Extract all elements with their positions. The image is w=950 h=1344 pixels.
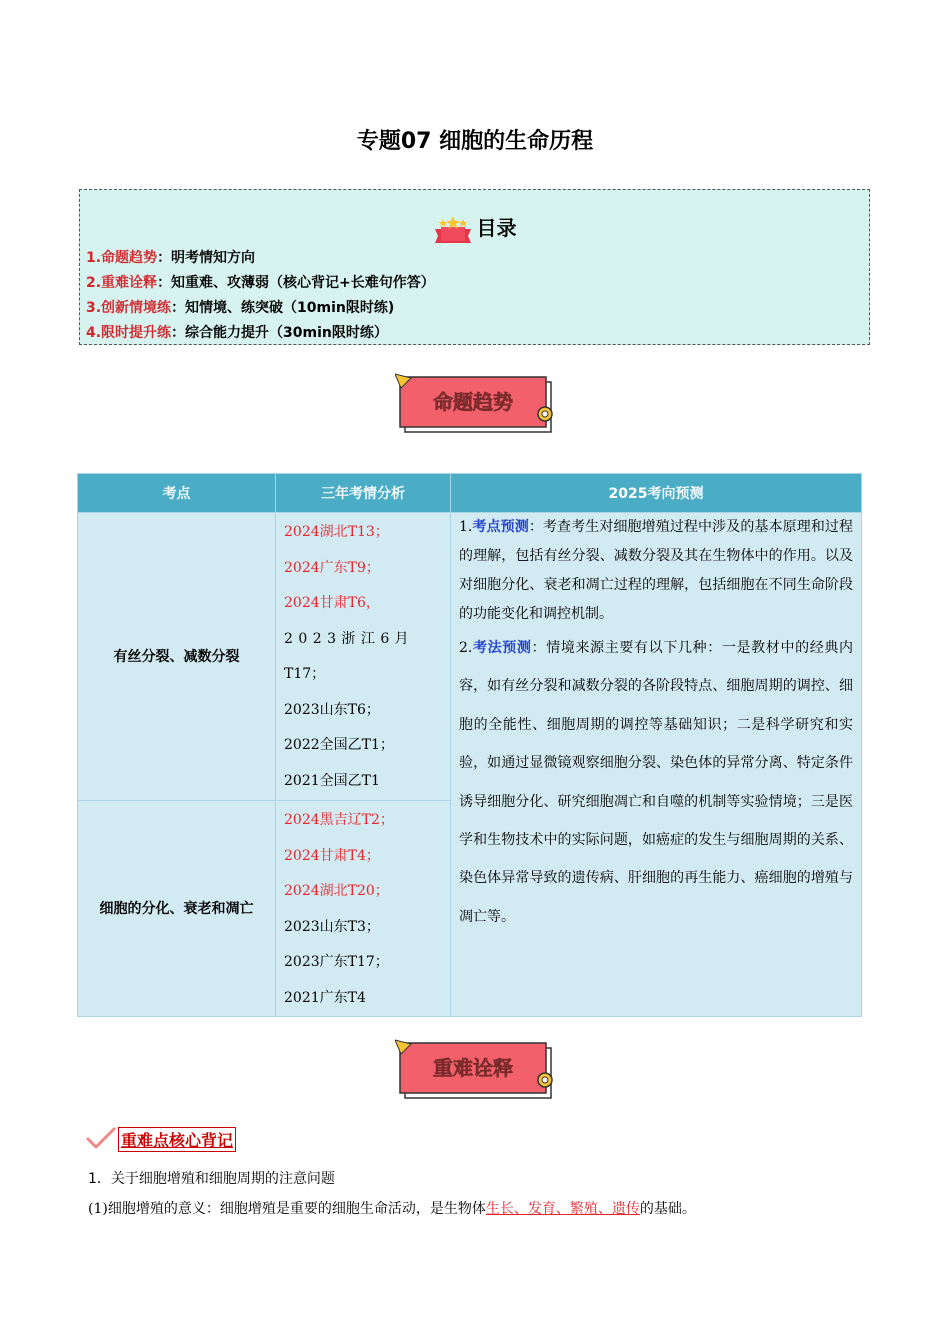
exam-item: 2023山东T3； bbox=[284, 918, 380, 935]
section-paragraph: 1．关于细胞增殖和细胞周期的注意问题 bbox=[88, 1171, 335, 1187]
prediction-method: 2.考法预测：情境来源主要有以下几种：一是教材中的经典内容，如有丝分裂和减数分裂的各阶段特点、细胞周期的调控、细胞的全能性、细胞周期的调控等基础知识；二是科学研究和实验，如通过显微镜观察细胞分裂、染色体的异常分离、特定条件诱导细胞分化、研究细胞凋亡和自噬的机制等实验情境；三是医学和生物技术中的实际问题，如癌症的发生与细胞周期的关系、染色体异常导致的遗传病、肝细胞的再生能力、癌细胞的增殖与凋亡等。 bbox=[459, 640, 854, 925]
exam-analysis-table bbox=[77, 473, 862, 1017]
exam-item: 2024黑吉辽T2； bbox=[284, 812, 394, 828]
exam-item: 2021全国乙T1 bbox=[284, 772, 380, 789]
exam-item: 2024湖北T13； bbox=[284, 524, 389, 540]
exam-item: 2024甘肃T4； bbox=[284, 847, 380, 864]
exam-item: 2024甘肃T6， bbox=[284, 595, 380, 611]
topic-cell: 有丝分裂、减数分裂 bbox=[78, 513, 276, 801]
section-banner-key bbox=[395, 1038, 565, 1102]
column-header: 三年考情分析 bbox=[276, 474, 451, 513]
banner-label: 重难诠释 bbox=[433, 1056, 513, 1080]
topic-cell: 细胞的分化、衰老和凋亡 bbox=[78, 801, 276, 1017]
core-heading-label: 重难点核心背记 bbox=[118, 1127, 236, 1152]
exam-item: 2 0 2 3 浙 江 6 月 bbox=[284, 630, 410, 647]
exam-item: T17； bbox=[284, 666, 326, 682]
exam-item: 2021广东T4 bbox=[284, 989, 366, 1006]
prediction-cell bbox=[451, 513, 862, 1017]
exam-item: 2024湖北T20； bbox=[284, 883, 389, 899]
table-row bbox=[78, 513, 862, 801]
section-paragraph: (1)细胞增殖的意义：细胞增殖是重要的细胞生命活动，是生物体生长、发育、繁殖、遗传的基础。 bbox=[88, 1201, 696, 1217]
prediction-point: 1.考点预测：考查考生对细胞增殖过程中涉及的基本原理和过程的理解，包括有丝分裂、减数分裂及其在生物体中的作用。以及对细胞分化、衰老和凋亡过程的理解，包括细胞在不同生命阶段的功能变化和调控机制。 bbox=[459, 519, 854, 622]
column-header: 考点 bbox=[78, 474, 276, 513]
exam-item: 2023山东T6； bbox=[284, 701, 380, 718]
exam-item: 2023广东T17； bbox=[284, 954, 389, 970]
banner-label: 命题趋势 bbox=[433, 390, 513, 414]
exam-item: 2022全国乙T1； bbox=[284, 737, 394, 753]
exam-cell bbox=[276, 801, 451, 1017]
toc-heading-text: 目录 bbox=[476, 216, 517, 240]
toc-item[interactable]: 1.命题趋势：明考情知方向 bbox=[86, 250, 256, 266]
toc-heading bbox=[80, 212, 869, 245]
toc-item[interactable]: 3.创新情境练：知情境、练突破（10min限时练) bbox=[86, 300, 395, 316]
exam-cell bbox=[276, 513, 451, 801]
column-header: 2025考向预测 bbox=[451, 474, 862, 513]
exam-item: 2024广东T9； bbox=[284, 559, 380, 576]
page-title: 专题07 细胞的生命历程 bbox=[356, 129, 594, 154]
crown-ribbon-icon bbox=[433, 215, 473, 245]
toc-item[interactable]: 4.限时提升练：综合能力提升（30min限时练） bbox=[86, 325, 388, 341]
checkmark-icon bbox=[86, 1127, 116, 1151]
highlighted-text: 生长、发育、繁殖、遗传 bbox=[485, 1201, 640, 1217]
section-banner-trend bbox=[395, 372, 565, 436]
toc-item[interactable]: 2.重难诠释：知重难、攻薄弱（核心背记+长难句作答） bbox=[86, 275, 435, 291]
table-of-contents bbox=[79, 189, 870, 345]
